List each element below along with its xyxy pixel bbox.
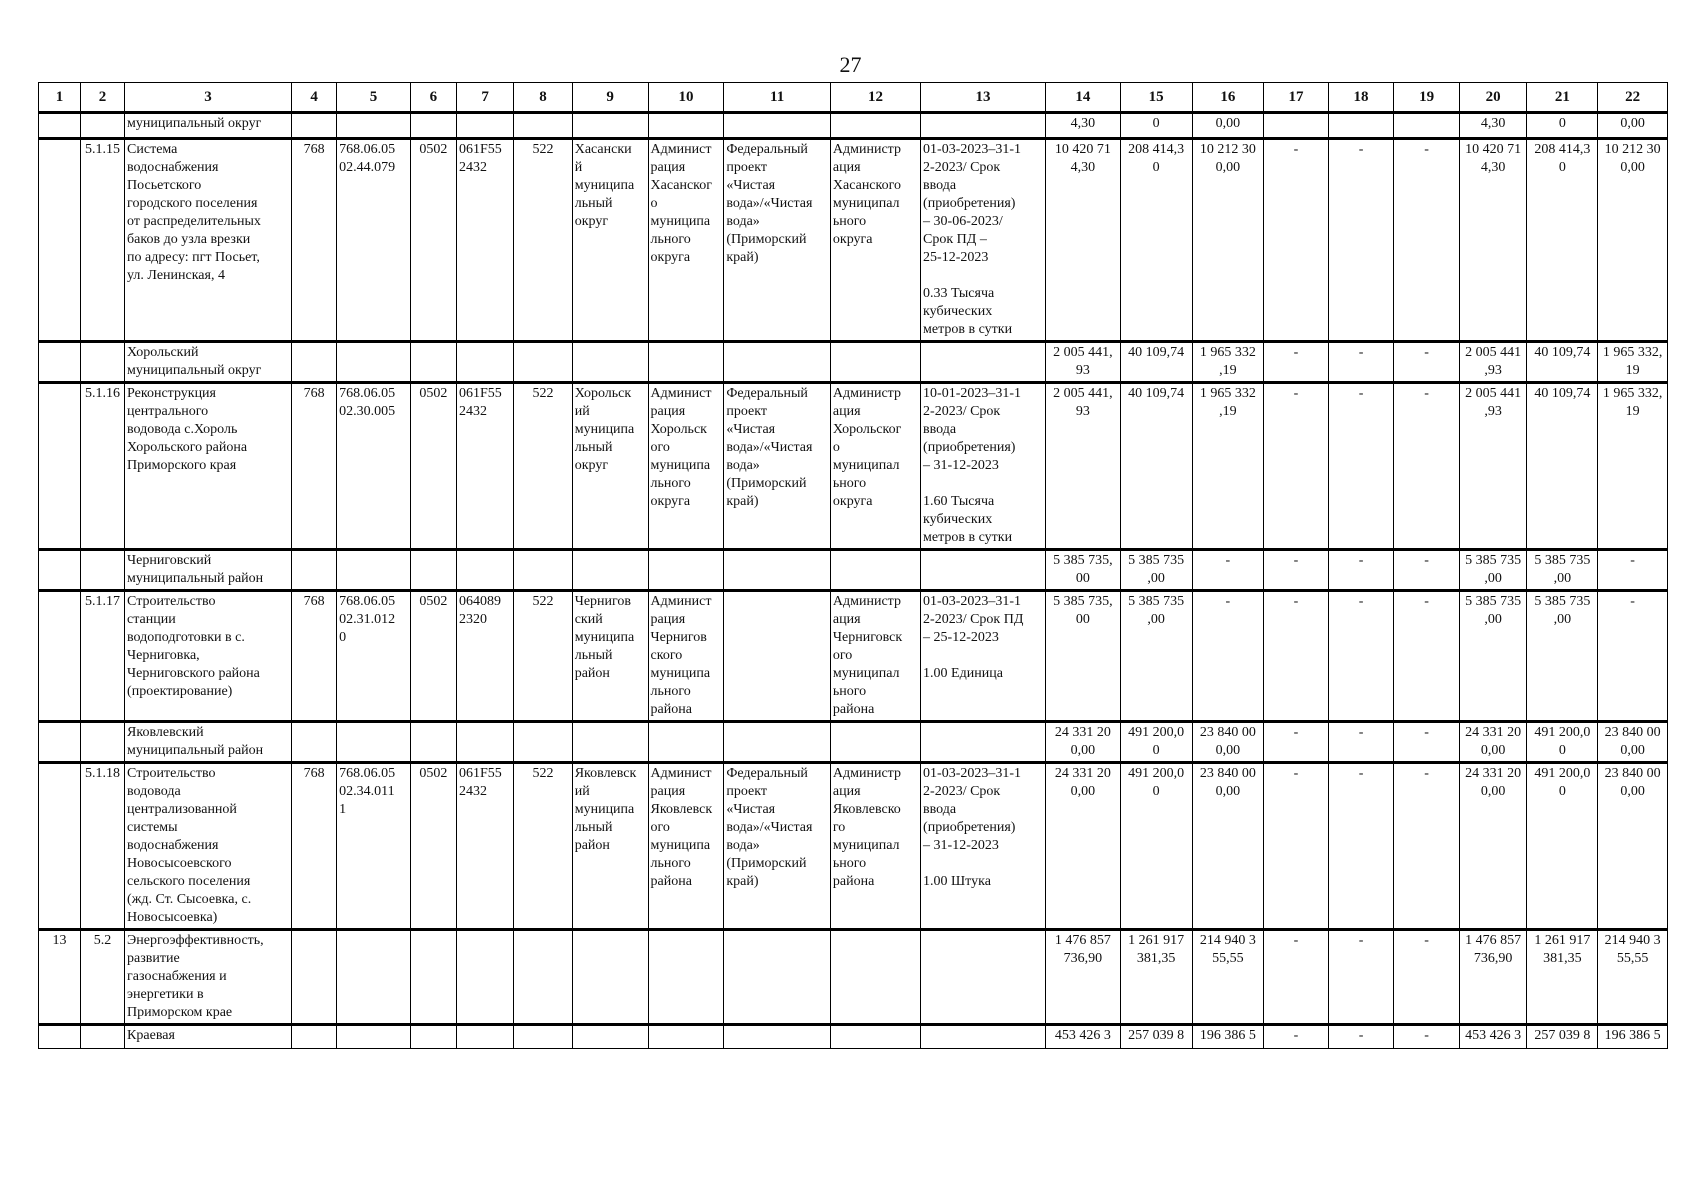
- cell-col-1: [39, 342, 81, 383]
- cell-col-18: -: [1328, 722, 1394, 763]
- table-row: [39, 383, 1668, 550]
- cell-col-2: 5.1.17: [81, 591, 125, 722]
- cell-col-11: Федеральный проект «Чистая вода»/«Чистая вода» (Приморский край): [724, 383, 831, 550]
- column-header-14: 14: [1046, 83, 1121, 113]
- cell-col-2: [81, 550, 125, 591]
- cell-col-13: [921, 342, 1046, 383]
- cell-col-21: 40 109,74: [1527, 383, 1598, 550]
- cell-col-8: 522: [514, 591, 572, 722]
- cell-col-2: [81, 1025, 125, 1049]
- cell-col-16: 1 965 332 ,19: [1192, 383, 1264, 550]
- column-header-12: 12: [830, 83, 920, 113]
- cell-col-21: 40 109,74: [1527, 342, 1598, 383]
- header-row: [39, 83, 1668, 113]
- cell-col-15: 1 261 917 381,35: [1120, 930, 1192, 1025]
- cell-col-11: [724, 591, 831, 722]
- cell-col-14: 5 385 735, 00: [1046, 550, 1121, 591]
- cell-col-2: [81, 342, 125, 383]
- cell-col-9: [572, 342, 648, 383]
- cell-col-14: 4,30: [1046, 113, 1121, 139]
- cell-col-22: 23 840 00 0,00: [1598, 722, 1668, 763]
- cell-col-6: 0502: [410, 139, 456, 342]
- cell-col-7: 061F55 2432: [456, 383, 513, 550]
- table-row: [39, 591, 1668, 722]
- cell-col-1: [39, 550, 81, 591]
- cell-col-20: 10 420 71 4,30: [1459, 139, 1527, 342]
- cell-col-22: 10 212 30 0,00: [1598, 139, 1668, 342]
- cell-col-17: -: [1264, 722, 1329, 763]
- cell-col-10: [648, 930, 724, 1025]
- cell-col-15: 491 200,0 0: [1120, 722, 1192, 763]
- cell-col-14: 1 476 857 736,90: [1046, 930, 1121, 1025]
- cell-col-4: [292, 722, 337, 763]
- cell-col-10: [648, 342, 724, 383]
- cell-col-21: 5 385 735 ,00: [1527, 591, 1598, 722]
- cell-col-11: [724, 342, 831, 383]
- cell-col-12: Администр ация Хасанского муниципал ьного округа: [830, 139, 920, 342]
- cell-col-4: 768: [292, 139, 337, 342]
- cell-col-4: [292, 550, 337, 591]
- cell-col-6: [410, 722, 456, 763]
- cell-col-8: [514, 1025, 572, 1049]
- cell-col-4: 768: [292, 591, 337, 722]
- cell-col-13: [921, 1025, 1046, 1049]
- cell-col-5: [337, 113, 411, 139]
- cell-col-16: 0,00: [1192, 113, 1264, 139]
- cell-col-20: 4,30: [1459, 113, 1527, 139]
- cell-col-20: 1 476 857 736,90: [1459, 930, 1527, 1025]
- cell-col-2: [81, 722, 125, 763]
- cell-col-11: [724, 722, 831, 763]
- cell-col-12: [830, 342, 920, 383]
- cell-col-13: [921, 722, 1046, 763]
- cell-col-17: -: [1264, 342, 1329, 383]
- cell-col-9: [572, 930, 648, 1025]
- cell-col-18: -: [1328, 763, 1394, 930]
- cell-col-4: [292, 930, 337, 1025]
- cell-col-3: Яковлевский муниципальный район: [125, 722, 292, 763]
- cell-col-3: Система водоснабжения Посьетского городского поселения от распределительных баков до узла врезки по адресу: пгт Посьет, ул. Ленинская, 4: [125, 139, 292, 342]
- cell-col-19: [1394, 113, 1460, 139]
- cell-col-13: [921, 550, 1046, 591]
- cell-col-9: [572, 113, 648, 139]
- column-header-2: 2: [81, 83, 125, 113]
- cell-col-17: -: [1264, 930, 1329, 1025]
- cell-col-16: 196 386 5: [1192, 1025, 1264, 1049]
- cell-col-11: [724, 113, 831, 139]
- cell-col-15: 5 385 735 ,00: [1120, 591, 1192, 722]
- cell-col-13: 10-01-2023–31-1 2-2023/ Срок ввода (приобретения) – 31-12-2023 1.60 Тысяча кубических метров в сутки: [921, 383, 1046, 550]
- column-header-1: 1: [39, 83, 81, 113]
- cell-col-22: -: [1598, 591, 1668, 722]
- cell-col-8: 522: [514, 383, 572, 550]
- budget-table: [38, 82, 1668, 1049]
- cell-col-14: 10 420 71 4,30: [1046, 139, 1121, 342]
- cell-col-1: [39, 1025, 81, 1049]
- cell-col-19: -: [1394, 591, 1460, 722]
- cell-col-12: Администр ация Хорольског о муниципал ьного округа: [830, 383, 920, 550]
- cell-col-8: [514, 342, 572, 383]
- cell-col-19: -: [1394, 1025, 1460, 1049]
- cell-col-19: -: [1394, 139, 1460, 342]
- cell-col-8: [514, 722, 572, 763]
- cell-col-1: [39, 139, 81, 342]
- cell-col-11: Федеральный проект «Чистая вода»/«Чистая вода» (Приморский край): [724, 139, 831, 342]
- cell-col-2: [81, 113, 125, 139]
- cell-col-1: 13: [39, 930, 81, 1025]
- cell-col-19: -: [1394, 722, 1460, 763]
- cell-col-6: 0502: [410, 383, 456, 550]
- cell-col-21: 0: [1527, 113, 1598, 139]
- cell-col-7: 064089 2320: [456, 591, 513, 722]
- cell-col-6: [410, 550, 456, 591]
- cell-col-3: Хорольский муниципальный округ: [125, 342, 292, 383]
- cell-col-12: Администр ация Яковлевско го муниципал ьного района: [830, 763, 920, 930]
- cell-col-22: 214 940 3 55,55: [1598, 930, 1668, 1025]
- cell-col-5: [337, 930, 411, 1025]
- cell-col-9: Хорольск ий муниципа льный округ: [572, 383, 648, 550]
- cell-col-21: 208 414,3 0: [1527, 139, 1598, 342]
- cell-col-2: 5.1.15: [81, 139, 125, 342]
- cell-col-15: 208 414,3 0: [1120, 139, 1192, 342]
- cell-col-9: Хасански й муниципа льный округ: [572, 139, 648, 342]
- cell-col-5: 768.06.05 02.34.011 1: [337, 763, 411, 930]
- column-header-19: 19: [1394, 83, 1460, 113]
- cell-col-16: -: [1192, 550, 1264, 591]
- cell-col-5: 768.06.05 02.30.005: [337, 383, 411, 550]
- cell-col-22: 1 965 332, 19: [1598, 342, 1668, 383]
- cell-col-1: [39, 722, 81, 763]
- cell-col-19: -: [1394, 550, 1460, 591]
- cell-col-2: 5.2: [81, 930, 125, 1025]
- cell-col-4: [292, 1025, 337, 1049]
- cell-col-22: 23 840 00 0,00: [1598, 763, 1668, 930]
- cell-col-16: 23 840 00 0,00: [1192, 722, 1264, 763]
- cell-col-3: Черниговский муниципальный район: [125, 550, 292, 591]
- cell-col-15: 5 385 735 ,00: [1120, 550, 1192, 591]
- cell-col-1: [39, 113, 81, 139]
- cell-col-6: [410, 1025, 456, 1049]
- column-header-20: 20: [1459, 83, 1527, 113]
- cell-col-15: 40 109,74: [1120, 342, 1192, 383]
- cell-col-19: -: [1394, 342, 1460, 383]
- cell-col-16: 10 212 30 0,00: [1192, 139, 1264, 342]
- cell-col-18: -: [1328, 383, 1394, 550]
- cell-col-8: [514, 550, 572, 591]
- cell-col-1: [39, 763, 81, 930]
- cell-col-11: [724, 930, 831, 1025]
- cell-col-20: 5 385 735 ,00: [1459, 591, 1527, 722]
- column-header-16: 16: [1192, 83, 1264, 113]
- cell-col-22: 196 386 5: [1598, 1025, 1668, 1049]
- cell-col-7: [456, 550, 513, 591]
- cell-col-17: -: [1264, 591, 1329, 722]
- cell-col-10: Админист рация Хорольск ого муниципа льного округа: [648, 383, 724, 550]
- cell-col-5: [337, 550, 411, 591]
- cell-col-18: -: [1328, 342, 1394, 383]
- cell-col-17: [1264, 113, 1329, 139]
- cell-col-8: [514, 930, 572, 1025]
- cell-col-16: 23 840 00 0,00: [1192, 763, 1264, 930]
- cell-col-18: -: [1328, 139, 1394, 342]
- cell-col-16: 1 965 332 ,19: [1192, 342, 1264, 383]
- cell-col-5: [337, 342, 411, 383]
- cell-col-19: -: [1394, 930, 1460, 1025]
- cell-col-1: [39, 591, 81, 722]
- cell-col-9: Яковлевск ий муниципа льный район: [572, 763, 648, 930]
- cell-col-15: 0: [1120, 113, 1192, 139]
- cell-col-6: 0502: [410, 591, 456, 722]
- cell-col-22: 1 965 332, 19: [1598, 383, 1668, 550]
- cell-col-5: [337, 722, 411, 763]
- cell-col-17: -: [1264, 763, 1329, 930]
- page-number: 27: [839, 52, 862, 77]
- column-header-4: 4: [292, 83, 337, 113]
- cell-col-14: 24 331 20 0,00: [1046, 722, 1121, 763]
- cell-col-18: -: [1328, 591, 1394, 722]
- cell-col-3: муниципальный округ: [125, 113, 292, 139]
- cell-col-13: 01-03-2023–31-1 2-2023/ Срок ввода (приобретения) – 31-12-2023 1.00 Штука: [921, 763, 1046, 930]
- column-header-7: 7: [456, 83, 513, 113]
- cell-col-18: -: [1328, 930, 1394, 1025]
- column-header-10: 10: [648, 83, 724, 113]
- cell-col-4: [292, 113, 337, 139]
- cell-col-6: [410, 342, 456, 383]
- cell-col-13: [921, 113, 1046, 139]
- cell-col-3: Энергоэффективность, развитие газоснабжения и энергетики в Приморском крае: [125, 930, 292, 1025]
- cell-col-9: Чернигов ский муниципа льный район: [572, 591, 648, 722]
- cell-col-2: 5.1.16: [81, 383, 125, 550]
- cell-col-16: 214 940 3 55,55: [1192, 930, 1264, 1025]
- column-header-8: 8: [514, 83, 572, 113]
- cell-col-20: 24 331 20 0,00: [1459, 763, 1527, 930]
- cell-col-12: [830, 930, 920, 1025]
- cell-col-3: Краевая: [125, 1025, 292, 1049]
- cell-col-20: 24 331 20 0,00: [1459, 722, 1527, 763]
- table-row: [39, 550, 1668, 591]
- cell-col-11: [724, 550, 831, 591]
- cell-col-15: 491 200,0 0: [1120, 763, 1192, 930]
- cell-col-20: 453 426 3: [1459, 1025, 1527, 1049]
- cell-col-10: [648, 722, 724, 763]
- cell-col-12: [830, 722, 920, 763]
- cell-col-20: 5 385 735 ,00: [1459, 550, 1527, 591]
- table-row: [39, 113, 1668, 139]
- cell-col-7: [456, 930, 513, 1025]
- cell-col-15: 257 039 8: [1120, 1025, 1192, 1049]
- cell-col-14: 24 331 20 0,00: [1046, 763, 1121, 930]
- cell-col-6: [410, 113, 456, 139]
- cell-col-13: 01-03-2023–31-1 2-2023/ Срок ввода (приобретения) – 30-06-2023/ Срок ПД – 25-12-2023 0.33 Тысяча кубических метров в сутки: [921, 139, 1046, 342]
- cell-col-18: -: [1328, 1025, 1394, 1049]
- column-header-9: 9: [572, 83, 648, 113]
- column-header-15: 15: [1120, 83, 1192, 113]
- column-header-13: 13: [921, 83, 1046, 113]
- column-header-11: 11: [724, 83, 831, 113]
- cell-col-20: 2 005 441 ,93: [1459, 342, 1527, 383]
- table-row: [39, 342, 1668, 383]
- cell-col-14: 2 005 441, 93: [1046, 342, 1121, 383]
- cell-col-9: [572, 1025, 648, 1049]
- cell-col-3: Строительство станции водоподготовки в с. Черниговка, Черниговского района (проектирование): [125, 591, 292, 722]
- cell-col-21: 491 200,0 0: [1527, 763, 1598, 930]
- cell-col-7: [456, 113, 513, 139]
- cell-col-16: -: [1192, 591, 1264, 722]
- column-header-3: 3: [125, 83, 292, 113]
- cell-col-5: 768.06.05 02.31.012 0: [337, 591, 411, 722]
- cell-col-9: [572, 722, 648, 763]
- table-row: [39, 139, 1668, 342]
- cell-col-17: -: [1264, 139, 1329, 342]
- cell-col-12: [830, 550, 920, 591]
- cell-col-7: 061F55 2432: [456, 763, 513, 930]
- cell-col-10: [648, 550, 724, 591]
- cell-col-14: 453 426 3: [1046, 1025, 1121, 1049]
- cell-col-8: 522: [514, 763, 572, 930]
- cell-col-12: Администр ация Черниговск ого муниципал ьного района: [830, 591, 920, 722]
- cell-col-3: Реконструкция центрального водовода с.Хороль Хорольского района Приморского края: [125, 383, 292, 550]
- cell-col-7: [456, 342, 513, 383]
- cell-col-2: 5.1.18: [81, 763, 125, 930]
- cell-col-8: 522: [514, 139, 572, 342]
- cell-col-11: Федеральный проект «Чистая вода»/«Чистая вода» (Приморский край): [724, 763, 831, 930]
- cell-col-5: 768.06.05 02.44.079: [337, 139, 411, 342]
- cell-col-12: [830, 113, 920, 139]
- cell-col-4: 768: [292, 383, 337, 550]
- cell-col-6: [410, 930, 456, 1025]
- cell-col-1: [39, 383, 81, 550]
- cell-col-14: 5 385 735, 00: [1046, 591, 1121, 722]
- cell-col-10: [648, 113, 724, 139]
- cell-col-12: [830, 1025, 920, 1049]
- cell-col-10: Админист рация Хасанског о муниципа льного округа: [648, 139, 724, 342]
- cell-col-21: 257 039 8: [1527, 1025, 1598, 1049]
- cell-col-6: 0502: [410, 763, 456, 930]
- column-header-21: 21: [1527, 83, 1598, 113]
- column-header-22: 22: [1598, 83, 1668, 113]
- cell-col-18: [1328, 113, 1394, 139]
- cell-col-10: Админист рация Яковлевск ого муниципа льного района: [648, 763, 724, 930]
- column-header-17: 17: [1264, 83, 1329, 113]
- cell-col-13: 01-03-2023–31-1 2-2023/ Срок ПД – 25-12-2023 1.00 Единица: [921, 591, 1046, 722]
- cell-col-7: [456, 722, 513, 763]
- cell-col-17: -: [1264, 1025, 1329, 1049]
- cell-col-21: 491 200,0 0: [1527, 722, 1598, 763]
- cell-col-7: 061F55 2432: [456, 139, 513, 342]
- cell-col-9: [572, 550, 648, 591]
- cell-col-5: [337, 1025, 411, 1049]
- column-header-18: 18: [1328, 83, 1394, 113]
- cell-col-4: [292, 342, 337, 383]
- cell-col-22: -: [1598, 550, 1668, 591]
- cell-col-22: 0,00: [1598, 113, 1668, 139]
- cell-col-7: [456, 1025, 513, 1049]
- cell-col-20: 2 005 441 ,93: [1459, 383, 1527, 550]
- cell-col-11: [724, 1025, 831, 1049]
- cell-col-21: 1 261 917 381,35: [1527, 930, 1598, 1025]
- cell-col-14: 2 005 441, 93: [1046, 383, 1121, 550]
- cell-col-3: Строительство водовода централизованной системы водоснабжения Новосысоевского сельского поселения (жд. Ст. Сысоевка, с. Новосысоевка): [125, 763, 292, 930]
- cell-col-13: [921, 930, 1046, 1025]
- column-header-5: 5: [337, 83, 411, 113]
- cell-col-8: [514, 113, 572, 139]
- cell-col-18: -: [1328, 550, 1394, 591]
- cell-col-17: -: [1264, 383, 1329, 550]
- column-header-6: 6: [410, 83, 456, 113]
- table-row: [39, 722, 1668, 763]
- cell-col-19: -: [1394, 383, 1460, 550]
- cell-col-4: 768: [292, 763, 337, 930]
- table-row: [39, 763, 1668, 930]
- cell-col-19: -: [1394, 763, 1460, 930]
- cell-col-15: 40 109,74: [1120, 383, 1192, 550]
- cell-col-17: -: [1264, 550, 1329, 591]
- cell-col-21: 5 385 735 ,00: [1527, 550, 1598, 591]
- table-row: [39, 1025, 1668, 1049]
- table-row: [39, 930, 1668, 1025]
- cell-col-10: Админист рация Чернигов ского муниципа льного района: [648, 591, 724, 722]
- cell-col-10: [648, 1025, 724, 1049]
